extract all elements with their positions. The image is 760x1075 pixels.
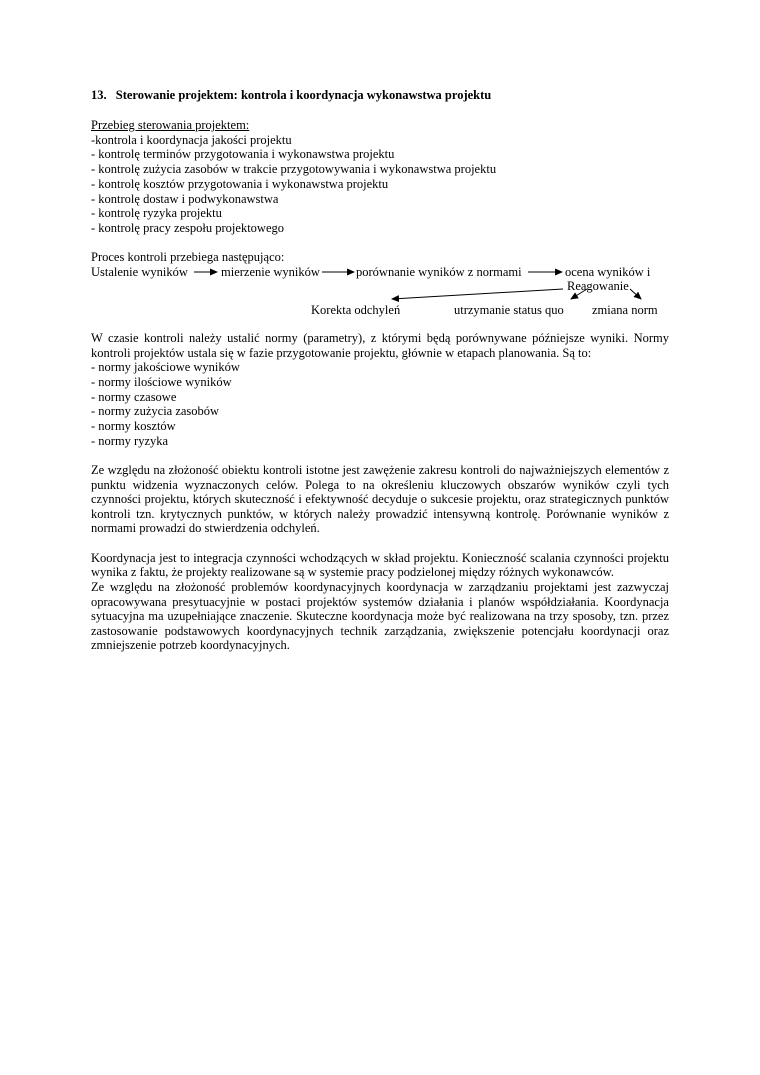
arrow-to-korekta — [392, 289, 563, 299]
flow-outcome-korekta: Korekta odchyleń — [311, 303, 401, 318]
proces-intro: Proces kontroli przebiega następująco: — [91, 250, 285, 265]
flow-step-porownanie: porównanie wyników z normami — [356, 265, 522, 280]
normy-paragraph: W czasie kontroli należy ustalić normy (parametry), z którymi będą porównywane późniejsze wyniki. Normy kontroli projektów ustala się w fazie przygotowanie projektu, głównie w etapach planowania. Są to: — [91, 331, 669, 360]
normy-item: - normy ilościowe wyników — [91, 374, 232, 389]
normy-item: - normy czasowe — [91, 389, 177, 404]
paragraph-zakres-kontroli: Ze względu na złożoność obiektu kontroli istotne jest zawężenie zakresu kontroli do najważniejszych elementów z punktu widzenia wyznaczonych celów. Polega to na określeniu kluczowych obszarów wyników czyli tych czynności projektu, których skuteczność i efektywność decyduje o sukcesie projektu, oraz strategicznych punktów kontroli tzn. krytycznych punktów, w których należy prowadzić intensywną kontrolę. Porównanie wyników z normami prowadzi do stwierdzenia odchyleń. — [91, 463, 669, 536]
flow-step-ocena: ocena wyników i — [565, 265, 651, 280]
paragraph-koordynacja: Koordynacja jest to integracja czynności wchodzących w skład projektu. Konieczność scalania czynności projektu wynika z faktu, że projekty realizowane są w systemie pracy podzielonej między różnych wykonawców. — [91, 550, 669, 580]
przebieg-item: - kontrolę kosztów przygotowania i wykonawstwa projektu — [91, 176, 389, 191]
przebieg-item: - kontrolę dostaw i podwykonawstwa — [91, 191, 279, 206]
section-title: Sterowanie projektem: kontrola i koordynacja wykonawstwa projektu — [115, 88, 492, 102]
flow-step-reagowanie: Reagowanie — [567, 279, 629, 294]
przebieg-item: -kontrola i koordynacja jakości projektu — [91, 132, 292, 147]
flow-step-mierzenie: mierzenie wyników — [221, 265, 320, 280]
arrow-to-zmiana — [630, 289, 641, 299]
przebieg-item: - kontrolę ryzyka projektu — [91, 206, 222, 221]
przebieg-item: - kontrolę terminów przygotowania i wykonawstwa projektu — [91, 147, 395, 162]
przebieg-item: - kontrolę pracy zespołu projektowego — [91, 220, 284, 235]
process-flow-diagram — [91, 265, 669, 327]
normy-item: - normy ryzyka — [91, 433, 169, 448]
przebieg-section — [91, 118, 669, 236]
przebieg-item: - kontrolę zużycia zasobów w trakcie przygotowywania i wykonawstwa projektu — [91, 162, 497, 177]
paragraph-koordynacja-sposoby: Ze względu na złożoność problemów koordynacyjnych koordynacja w zarządzaniu projektami jest zazwyczaj opracowywana presytuacyjnie w postaci projektów systemów działania i planów współdziałania. Koordynacja sytuacyjna ma uzupełniające znaczenie. Skuteczne koordynacja może być realizowana na trzy sposoby, tzn. przez zastosowanie podstawowych koordynacyjnych technik zarządzania, zwiększenie potencjału koordynacji oraz zmniejszenie potrzeb koordynacyjnych. — [91, 579, 669, 653]
document-page — [91, 88, 669, 653]
flow-outcome-zmiana: zmiana norm — [592, 303, 658, 318]
normy-item: - normy zużycia zasobów — [91, 404, 220, 419]
flow-outcome-status-quo: utrzymanie status quo — [454, 303, 564, 318]
normy-item: - normy kosztów — [91, 419, 176, 434]
section-heading — [91, 88, 669, 103]
normy-item: - normy jakościowe wyników — [91, 360, 240, 375]
section-number: 13. — [91, 88, 107, 102]
przebieg-label: Przebieg sterowania projektem: — [91, 118, 250, 132]
flow-step-ustalenie: Ustalenie wyników — [91, 265, 188, 280]
